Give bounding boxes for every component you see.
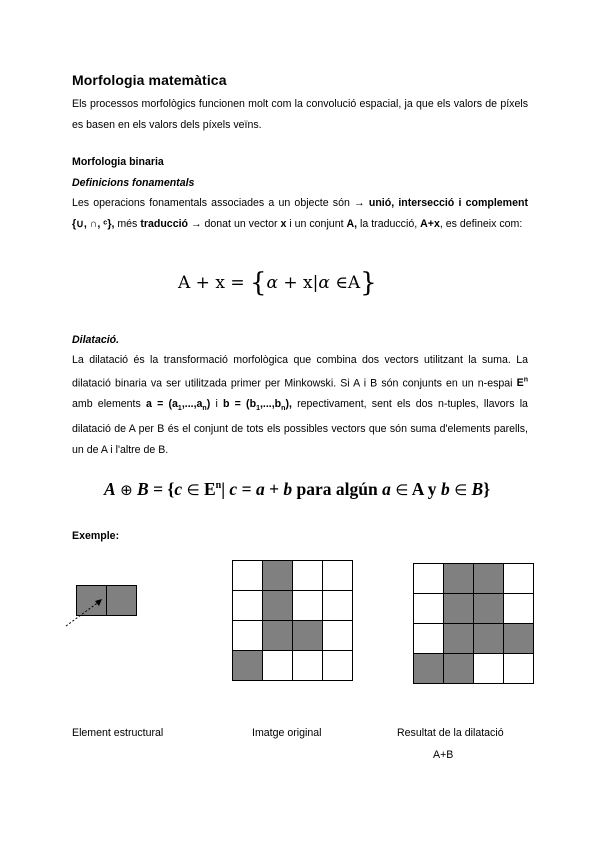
oplus-symbol: ⊕ bbox=[120, 481, 133, 499]
fd-A: A bbox=[104, 479, 116, 499]
dilation-text-3: repectivament, sent els dos n-tuples, llavors la dilatació de A per B és el conjunt de tots els possibles vectors que són suma d'elements parells, un de A i l'altre de B. bbox=[72, 397, 528, 456]
a-mid: ,...,a bbox=[181, 397, 203, 410]
grid-cell bbox=[323, 591, 353, 621]
formula-close-brace: } bbox=[360, 268, 377, 298]
grid-cell bbox=[444, 594, 474, 624]
grid-cell bbox=[444, 564, 474, 594]
caption-result: Resultat de la dilatació bbox=[397, 727, 504, 739]
definitions-text-2: → donat un vector bbox=[190, 217, 278, 230]
vector-x: x bbox=[280, 217, 287, 230]
dilation-text-1: La dilatació és la transformació morfològica que combina dos vectors utilitzant la suma. La dilatació binaria va ser utilitzada primer per Minkowski. Si A i B són conjunts en un n-espai bbox=[72, 354, 528, 390]
grid-cell bbox=[504, 564, 534, 594]
caption-original: Imatge original bbox=[252, 727, 322, 739]
dilation-paragraph bbox=[72, 350, 528, 460]
fd-para: para algún bbox=[292, 479, 383, 499]
fd-c2: c bbox=[229, 479, 238, 499]
formula-plus-x: + x bbox=[278, 273, 313, 293]
b-sub-n: n bbox=[281, 404, 286, 412]
grid-cell bbox=[233, 621, 263, 651]
grid-cell bbox=[233, 651, 263, 681]
fd-B2: B bbox=[471, 479, 484, 499]
grid-cell bbox=[414, 594, 444, 624]
grid-cell bbox=[414, 654, 444, 684]
grid-cell bbox=[293, 591, 323, 621]
translation-term: traducció bbox=[140, 217, 188, 230]
formula-alpha: α bbox=[266, 273, 278, 293]
fd-B: B bbox=[137, 479, 149, 499]
a-end: ) bbox=[206, 397, 211, 410]
fd-in-2: ∈ bbox=[395, 481, 409, 499]
operations-list: unió, intersecció i complement bbox=[368, 197, 528, 209]
definitions-text-mes: més bbox=[117, 217, 138, 230]
grid-cell bbox=[263, 591, 293, 621]
fd-b2: b bbox=[440, 479, 450, 499]
page-title: Morfologia matemàtica bbox=[72, 72, 227, 88]
grid-cell bbox=[263, 561, 293, 591]
translation-expression: A+x bbox=[420, 217, 440, 230]
original-image-grid bbox=[232, 560, 353, 681]
section-binary-heading: Morfologia binaria bbox=[72, 156, 164, 168]
fd-bar: | bbox=[221, 479, 230, 499]
definitions-text-5: , es defineix com: bbox=[439, 217, 523, 230]
grid-cell bbox=[233, 561, 263, 591]
dilation-text-2: amb elements bbox=[72, 397, 141, 410]
section-definitions-heading: Definicions fonamentals bbox=[72, 177, 195, 189]
b-element: b = (b bbox=[223, 397, 257, 410]
grid-cell bbox=[293, 621, 323, 651]
grid-cell bbox=[474, 654, 504, 684]
origin-arrow-icon bbox=[60, 596, 110, 630]
translation-formula bbox=[178, 268, 377, 298]
formula-open-brace: { bbox=[249, 268, 267, 298]
grid-cell bbox=[444, 654, 474, 684]
grid-cell bbox=[474, 624, 504, 654]
grid-cell bbox=[107, 586, 137, 616]
a-element: a = (a bbox=[146, 397, 178, 410]
fd-Ay: A y bbox=[411, 479, 437, 499]
space-E: E bbox=[516, 377, 524, 390]
a-sub-n: n bbox=[202, 404, 207, 412]
formula-bar: | bbox=[312, 273, 319, 293]
a-sub-1: 1 bbox=[177, 404, 182, 412]
example-label: Exemple: bbox=[72, 530, 120, 542]
grid-cell bbox=[504, 594, 534, 624]
grid-cell bbox=[323, 621, 353, 651]
grid-cell bbox=[293, 561, 323, 591]
fd-a2: a bbox=[382, 479, 391, 499]
grid-cell bbox=[474, 594, 504, 624]
operation-symbols: {∪, ∩, ᶜ}, bbox=[72, 217, 115, 230]
fd-b: b bbox=[283, 479, 293, 499]
fd-close: } bbox=[483, 479, 491, 499]
grid-cell bbox=[323, 561, 353, 591]
dilation-heading: Dilatació. bbox=[72, 334, 120, 346]
caption-structural: Element estructural bbox=[72, 727, 164, 739]
fd-in-3: ∈ bbox=[454, 481, 468, 499]
dilation-formula bbox=[104, 479, 490, 500]
result-grid bbox=[413, 563, 534, 684]
fd-n: n bbox=[215, 480, 222, 492]
fd-eq: = { bbox=[148, 479, 175, 499]
formula-lhs: A + x = bbox=[178, 273, 250, 293]
definitions-text-4: la traducció, bbox=[360, 217, 418, 230]
definitions-text-1: Les operacions fonamentals associades a un objecte són → bbox=[72, 197, 365, 209]
grid-cell bbox=[263, 621, 293, 651]
fd-E: E bbox=[203, 479, 216, 499]
grid-cell bbox=[414, 564, 444, 594]
fd-in-1: ∈ bbox=[186, 481, 200, 499]
grid-cell bbox=[504, 654, 534, 684]
space-n: n bbox=[523, 376, 528, 384]
fd-plus: + bbox=[264, 479, 284, 499]
grid-cell bbox=[444, 624, 474, 654]
grid-cell bbox=[293, 651, 323, 681]
grid-cell bbox=[263, 651, 293, 681]
definitions-text-3: i un conjunt bbox=[289, 217, 344, 230]
fd-a: a bbox=[255, 479, 265, 499]
grid-cell bbox=[233, 591, 263, 621]
formula-alpha-2: α bbox=[318, 273, 330, 293]
grid-cell bbox=[474, 564, 504, 594]
grid-cell bbox=[414, 624, 444, 654]
grid-cell bbox=[504, 624, 534, 654]
grid-cell bbox=[323, 651, 353, 681]
set-A: A, bbox=[346, 217, 358, 230]
formula-in-A: ∈A bbox=[329, 273, 361, 293]
b-end: ), bbox=[285, 397, 292, 410]
intro-paragraph: Els processos morfològics funcionen molt com la convolució espacial, ja que els valors de píxels es basen en els valors dels píxels veïns. bbox=[72, 98, 528, 131]
caption-result-sub: A+B bbox=[433, 749, 454, 761]
fd-c: c bbox=[174, 479, 183, 499]
b-sub-1: 1 bbox=[256, 404, 260, 412]
definitions-paragraph bbox=[72, 193, 528, 234]
conj-i: i bbox=[215, 397, 218, 410]
fd-eq2: = bbox=[237, 479, 256, 499]
b-mid: ,...,b bbox=[259, 397, 282, 410]
